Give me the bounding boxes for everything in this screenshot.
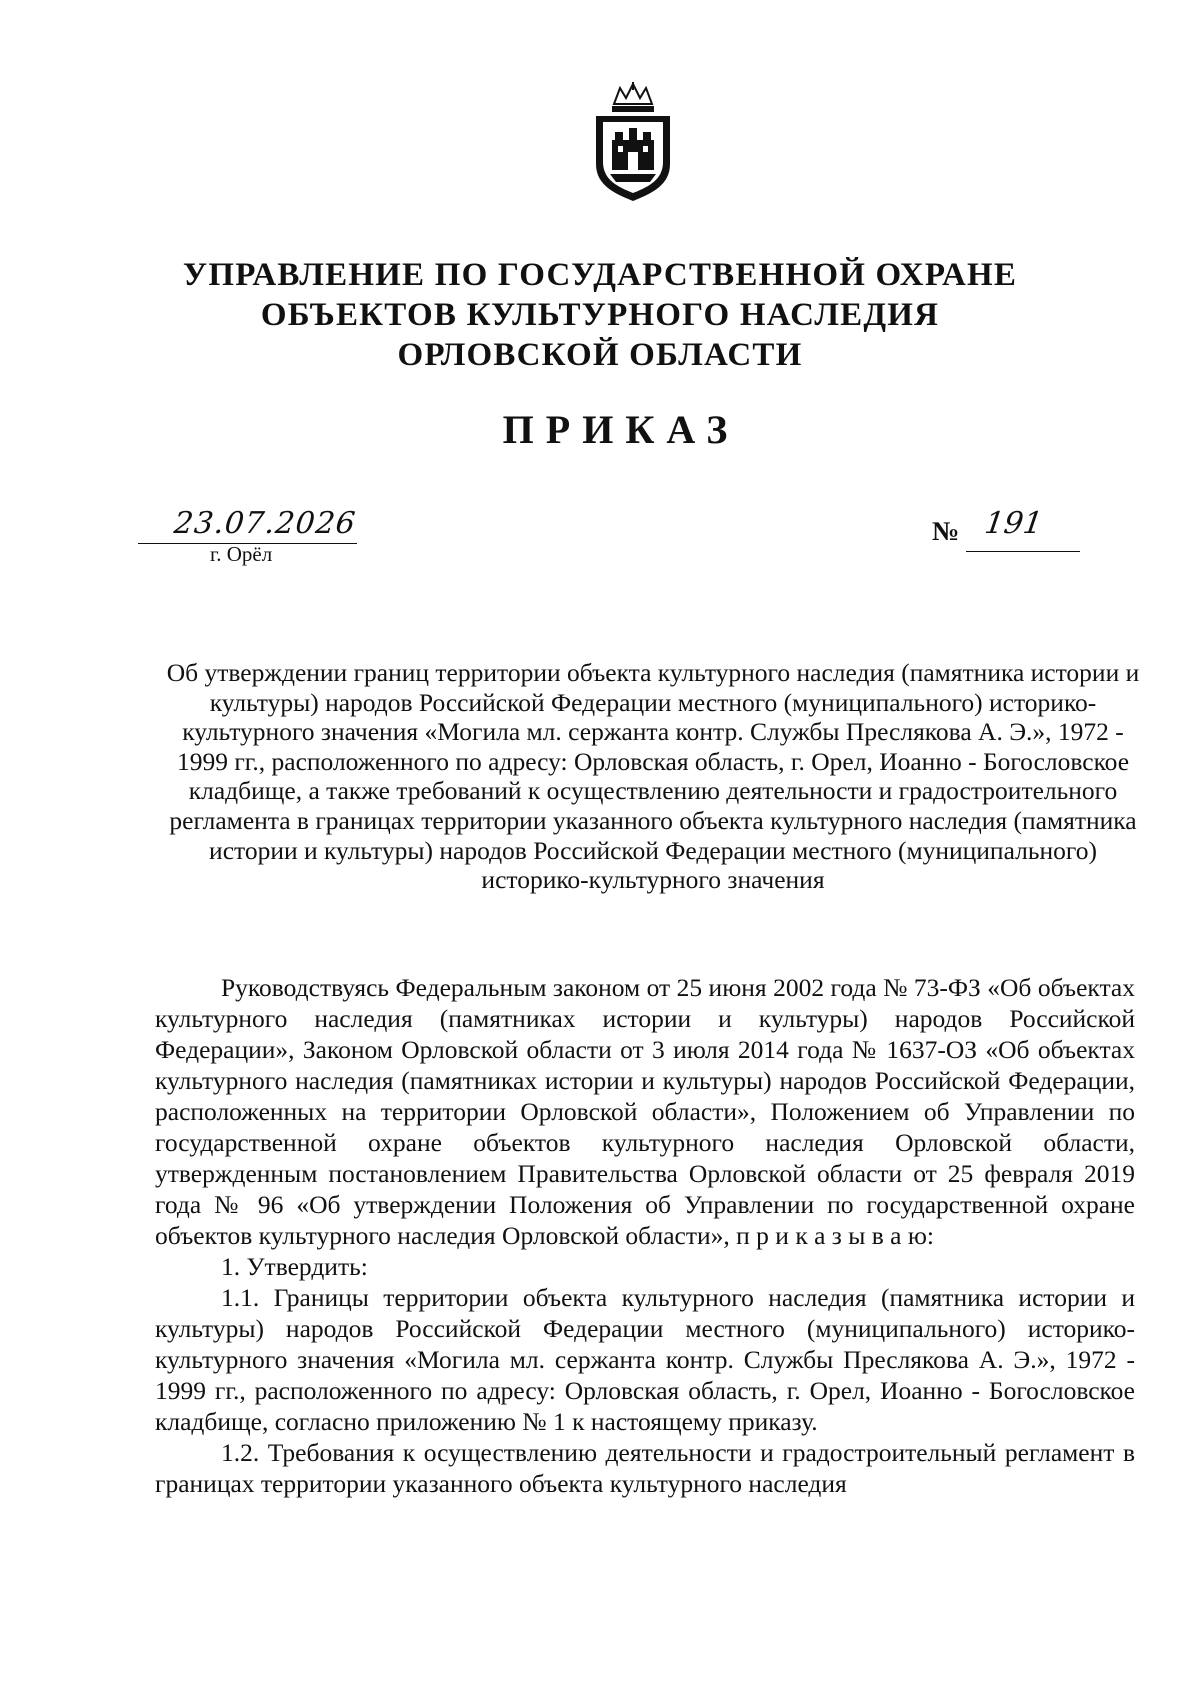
order-body	[155, 972, 1135, 1499]
preamble-text: Руководствуясь Федеральным законом от 25 июня 2002 года № 73-ФЗ «Об объектах культурного наследия (памятниках истории и культуры) народов Российской Федерации», Законом Орловской области от 3 июля 2014 года № 1637-ОЗ «Об объектах культурного наследия (памятниках истории и культуры) народов Российской Федерации, расположенных на территории Орловской области», Положением об Управлении по государственной охране объектов культурного наследия Орловской области, утвержденным постановлением Правительства Орловской области от 25 февраля 2019 года № 96 «Об утверждении Положения об Управлении по государственной охране объектов культурного наследия Орловской области»,	[155, 973, 1135, 1250]
coat-of-arms-icon	[592, 82, 674, 202]
organization-name-line2: ОБЪЕКТОВ КУЛЬТУРНОГО НАСЛЕДИЯ	[260, 297, 940, 333]
number-label: №	[932, 516, 960, 546]
number-underline	[966, 551, 1080, 552]
order-date: 23.07.2026	[172, 506, 358, 541]
preamble-paragraph	[155, 972, 1135, 1251]
item-1-2: 1.2. Требования к осуществлению деятельности и градостроительный регламент в границах территории указанного объекта культурного наследия	[155, 1438, 1135, 1498]
city-name: г. Орёл	[210, 542, 273, 566]
organization-name-line1: УПРАВЛЕНИЕ ПО ГОСУДАРСТВЕННОЙ ОХРАНЕ	[182, 257, 1018, 293]
item-1: 1. Утвердить:	[221, 1252, 368, 1281]
order-word: п р и к а з ы в а ю:	[736, 1221, 934, 1250]
organization-name-line3: ОРЛОВСКОЙ ОБЛАСТИ	[397, 337, 803, 373]
order-subject: Об утверждении границ территории объекта культурного наследия (памятника истории и культуры) народов Российской Федерации местного (муниципального) историко-культурного значения «Могила мл. сержанта контр. Службы Преслякова А. Э.», 1972 - 1999 гг., расположенного по адресу: Орловская область, г. Орел, Иоанно - Богословское кладбище, а также требований к осуществлению деятельности и градостроительного регламента в границах территории указанного объекта культурного наследия (памятника истории и культуры) народов Российской Федерации местного (муниципального) историко-культурного значения	[166, 658, 1140, 895]
item-1-1: 1.1. Границы территории объекта культурного наследия (памятника истории и культуры) народов Российской Федерации местного (муниципального) историко-культурного значения «Могила мл. сержанта контр. Службы Преслякова А. Э.», 1972 - 1999 гг., расположенного по адресу: Орловская область, г. Орел, Иоанно - Богословское кладбище, согласно приложению № 1 к настоящему приказу.	[155, 1283, 1135, 1436]
document-type-title: ПРИКАЗ	[502, 407, 740, 452]
order-number: 191	[982, 506, 1045, 541]
